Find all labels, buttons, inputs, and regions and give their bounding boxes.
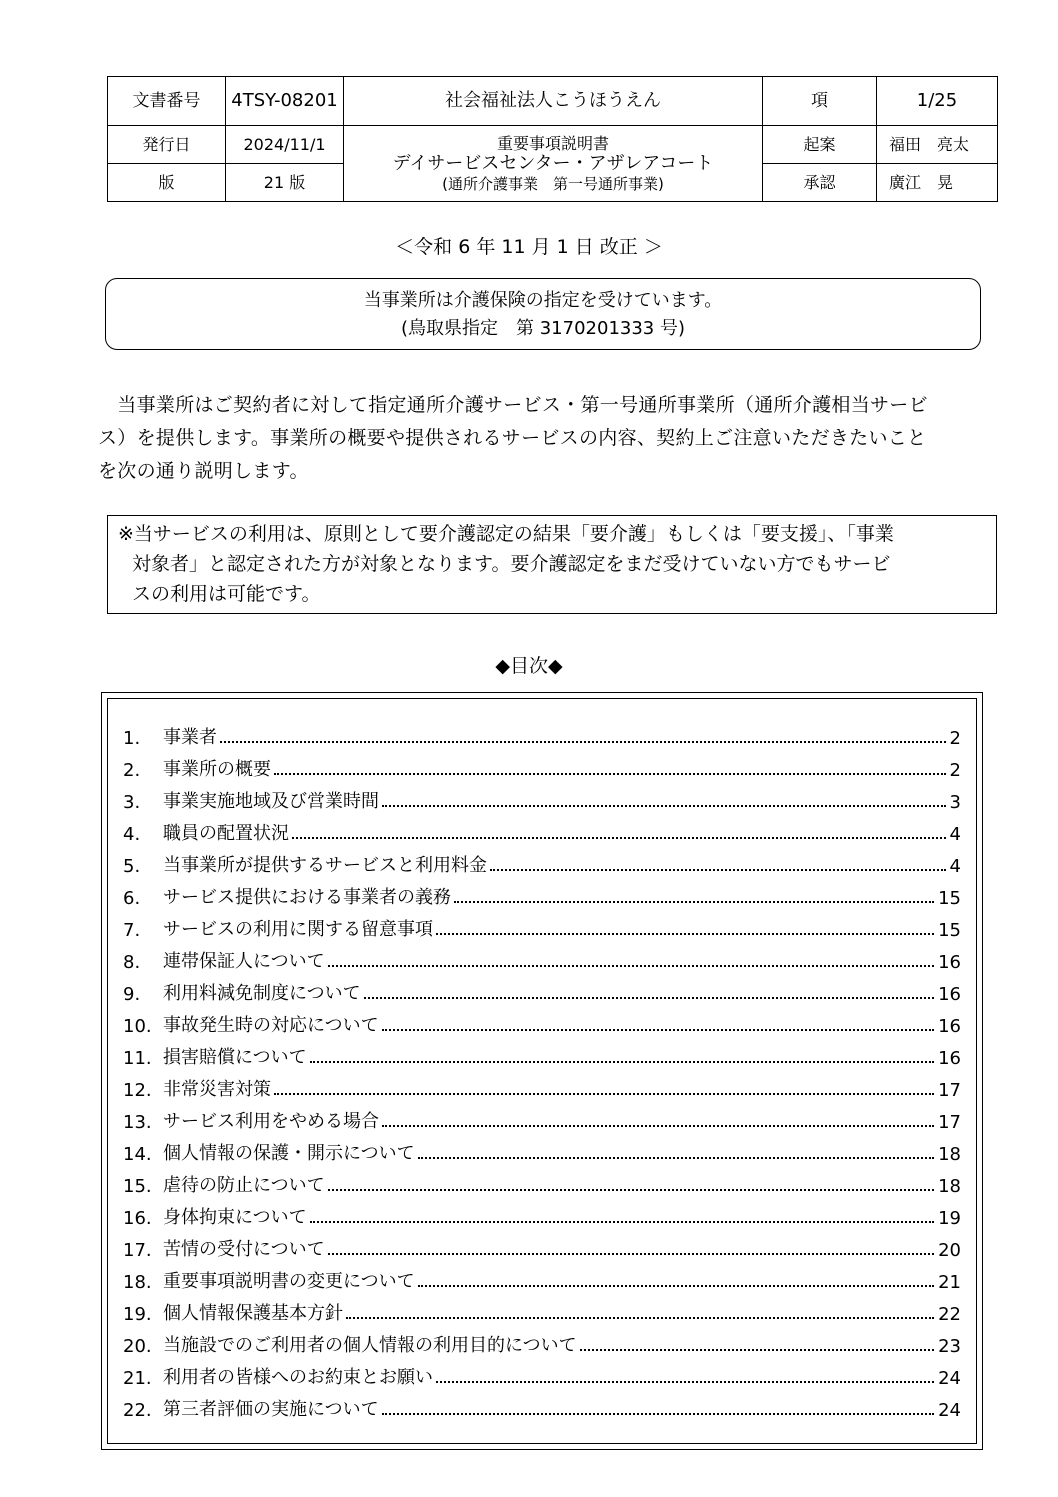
toc-leader-dots	[382, 805, 946, 807]
toc-item	[123, 749, 961, 781]
toc-item	[123, 717, 961, 749]
toc-leader-dots	[382, 1029, 934, 1031]
toc-item-title: 事業者	[163, 727, 217, 748]
toc-leader-dots	[490, 869, 946, 871]
toc-item-number: 14.	[123, 1144, 152, 1165]
toc-item-title: 非常災害対策	[163, 1079, 271, 1100]
toc-item-number: 2.	[123, 760, 141, 781]
toc-item	[123, 813, 961, 845]
toc-leader-dots	[292, 837, 946, 839]
intro-line-3: を次の通り説明します。	[98, 460, 309, 482]
toc-item-number: 19.	[123, 1304, 152, 1325]
toc-item-page: 22	[938, 1304, 961, 1325]
page-label: 項	[763, 77, 877, 126]
toc-item-title: 苦情の受付について	[163, 1239, 325, 1260]
drafter-label: 起案	[763, 126, 877, 164]
toc-item-title: 連帯保証人について	[163, 951, 325, 972]
toc-item	[123, 1133, 961, 1165]
toc-item-title: 利用料減免制度について	[163, 983, 361, 1004]
toc-item-page: 16	[938, 984, 961, 1005]
toc-item	[123, 1229, 961, 1261]
toc-heading: ◆目次◆	[495, 655, 563, 677]
toc-leader-dots	[580, 1349, 934, 1351]
toc-leader-dots	[220, 741, 946, 743]
toc-item	[123, 909, 961, 941]
toc-item-page: 19	[938, 1208, 961, 1229]
toc-item	[123, 973, 961, 1005]
toc-leader-dots	[328, 1253, 934, 1255]
toc-item-title: サービス提供における事業者の義務	[163, 887, 451, 908]
toc-item-title: 職員の配置状況	[163, 823, 289, 844]
toc-item-page: 15	[938, 888, 961, 909]
toc-item-number: 1.	[123, 728, 141, 749]
toc-item-page: 16	[938, 1016, 961, 1037]
intro-paragraph	[98, 389, 1010, 488]
document-header-table	[107, 76, 998, 202]
toc-list	[123, 717, 961, 1421]
toc-item	[123, 1197, 961, 1229]
toc-leader-dots	[436, 933, 934, 935]
toc-item-page: 17	[938, 1112, 961, 1133]
toc-leader-dots	[418, 1285, 934, 1287]
toc-box	[101, 692, 983, 1450]
toc-item-title: 事故発生時の対応について	[163, 1015, 379, 1036]
toc-item-title: 当事業所が提供するサービスと利用料金	[163, 855, 487, 876]
toc-item-number: 13.	[123, 1112, 152, 1133]
toc-item-number: 20.	[123, 1336, 152, 1357]
note-line-1: ※当サービスの利用は、原則として要介護認定の結果「要介護」もしくは「要支援」、「事業	[118, 523, 894, 545]
toc-item-page: 24	[938, 1368, 961, 1389]
toc-leader-dots	[274, 1093, 934, 1095]
approver-name: 廣江 晃	[877, 164, 998, 202]
toc-item	[123, 1357, 961, 1389]
toc-item-title: 損害賠償について	[163, 1047, 307, 1068]
intro-line-2: ス）を提供します。事業所の概要や提供されるサービスの内容、契約上ご注意いただきたいこと	[98, 427, 927, 449]
drafter-name: 福田 亮太	[877, 126, 998, 164]
toc-item	[123, 1101, 961, 1133]
page-value: 1/25	[877, 77, 998, 126]
toc-item-page: 24	[938, 1400, 961, 1421]
title-line-1: 重要事項説明書	[496, 134, 609, 154]
toc-item-number: 22.	[123, 1400, 152, 1421]
toc-item	[123, 1037, 961, 1069]
toc-item-title: 事業実施地域及び営業時間	[163, 791, 379, 812]
note-line-3: スの利用は可能です。	[132, 583, 321, 605]
note-line-2: 対象者」と認定された方が対象となります。要介護認定をまだ受けていない方でもサービ	[132, 553, 891, 575]
toc-item-title: 身体拘束について	[163, 1207, 307, 1228]
edition-label: 版	[108, 164, 226, 202]
organization-name: 社会福祉法人こうほうえん	[344, 77, 763, 126]
toc-item-page: 16	[938, 1048, 961, 1069]
title-line-3: (通所介護事業 第一号通所事業)	[442, 174, 664, 193]
toc-item-title: サービスの利用に関する留意事項	[163, 919, 433, 940]
toc-item-page: 20	[938, 1240, 961, 1261]
notice-line-1: 当事業所は介護保険の指定を受けています。	[363, 290, 723, 311]
toc-item	[123, 1389, 961, 1421]
toc-item-number: 11.	[123, 1048, 152, 1069]
toc-item	[123, 1165, 961, 1197]
toc-item-number: 16.	[123, 1208, 152, 1229]
toc-item-page: 2	[949, 728, 961, 749]
toc-item-title: 虐待の防止について	[163, 1175, 325, 1196]
toc-item-number: 9.	[123, 984, 141, 1005]
toc-item	[123, 1293, 961, 1325]
toc-item-number: 17.	[123, 1240, 152, 1261]
toc-leader-dots	[454, 901, 934, 903]
intro-line-1: 当事業所はご契約者に対して指定通所介護サービス・第一号通所事業所（通所介護相当サービ	[98, 394, 928, 416]
toc-item-number: 21.	[123, 1368, 152, 1389]
toc-item-page: 21	[938, 1272, 961, 1293]
toc-item	[123, 877, 961, 909]
toc-item-number: 10.	[123, 1016, 152, 1037]
toc-item-title: 重要事項説明書の変更について	[163, 1271, 415, 1292]
toc-item	[123, 1325, 961, 1357]
issue-date: 2024/11/1	[226, 126, 344, 164]
toc-leader-dots	[274, 773, 946, 775]
toc-leader-dots	[310, 1221, 934, 1223]
toc-item-page: 23	[938, 1336, 961, 1357]
toc-item-title: サービス利用をやめる場合	[163, 1111, 379, 1132]
toc-item-number: 8.	[123, 952, 141, 973]
toc-item-page: 17	[938, 1080, 961, 1101]
toc-item-number: 5.	[123, 856, 141, 877]
revision-date: ＜令和 6 年 11 月 1 日 改正 ＞	[395, 236, 663, 258]
toc-item	[123, 845, 961, 877]
toc-item-page: 18	[938, 1144, 961, 1165]
toc-item-title: 当施設でのご利用者の個人情報の利用目的について	[163, 1335, 577, 1356]
toc-item-page: 4	[949, 824, 961, 845]
approver-label: 承認	[763, 164, 877, 202]
toc-leader-dots	[382, 1125, 934, 1127]
notice-line-2: (鳥取県指定 第 3170201333 号)	[400, 318, 685, 339]
toc-item-number: 7.	[123, 920, 141, 941]
toc-item-title: 個人情報の保護・開示について	[163, 1143, 415, 1164]
toc-item-title: 利用者の皆様へのお約束とお願い	[163, 1367, 433, 1388]
toc-item	[123, 1005, 961, 1037]
toc-item-page: 16	[938, 952, 961, 973]
toc-item	[123, 781, 961, 813]
doc-number-label: 文書番号	[108, 77, 226, 126]
eligibility-note-box	[107, 515, 997, 614]
toc-item	[123, 1069, 961, 1101]
document-title	[344, 126, 763, 202]
toc-leader-dots	[328, 965, 934, 967]
toc-item-number: 15.	[123, 1176, 152, 1197]
toc-inner-border	[107, 698, 977, 1444]
toc-item-number: 4.	[123, 824, 141, 845]
toc-item-page: 2	[949, 760, 961, 781]
toc-leader-dots	[418, 1157, 934, 1159]
doc-number: 4TSY-08201	[226, 77, 344, 126]
toc-leader-dots	[364, 997, 934, 999]
designation-notice-box	[105, 278, 981, 350]
toc-leader-dots	[346, 1317, 934, 1319]
toc-item-page: 15	[938, 920, 961, 941]
toc-item-title: 個人情報保護基本方針	[163, 1303, 343, 1324]
issue-date-label: 発行日	[108, 126, 226, 164]
toc-leader-dots	[382, 1413, 934, 1415]
toc-item-title: 第三者評価の実施について	[163, 1399, 379, 1420]
toc-leader-dots	[310, 1061, 934, 1063]
toc-item	[123, 1261, 961, 1293]
toc-item-page: 18	[938, 1176, 961, 1197]
toc-item-title: 事業所の概要	[163, 759, 271, 780]
toc-item-number: 18.	[123, 1272, 152, 1293]
toc-item-number: 3.	[123, 792, 141, 813]
toc-leader-dots	[328, 1189, 934, 1191]
toc-item-page: 4	[949, 856, 961, 877]
toc-item-number: 6.	[123, 888, 141, 909]
toc-item	[123, 941, 961, 973]
toc-item-number: 12.	[123, 1080, 152, 1101]
title-line-2: デイサービスセンター・アザレアコート	[392, 153, 714, 175]
toc-leader-dots	[436, 1381, 934, 1383]
toc-item-page: 3	[949, 792, 961, 813]
edition-value: 21 版	[226, 164, 344, 202]
